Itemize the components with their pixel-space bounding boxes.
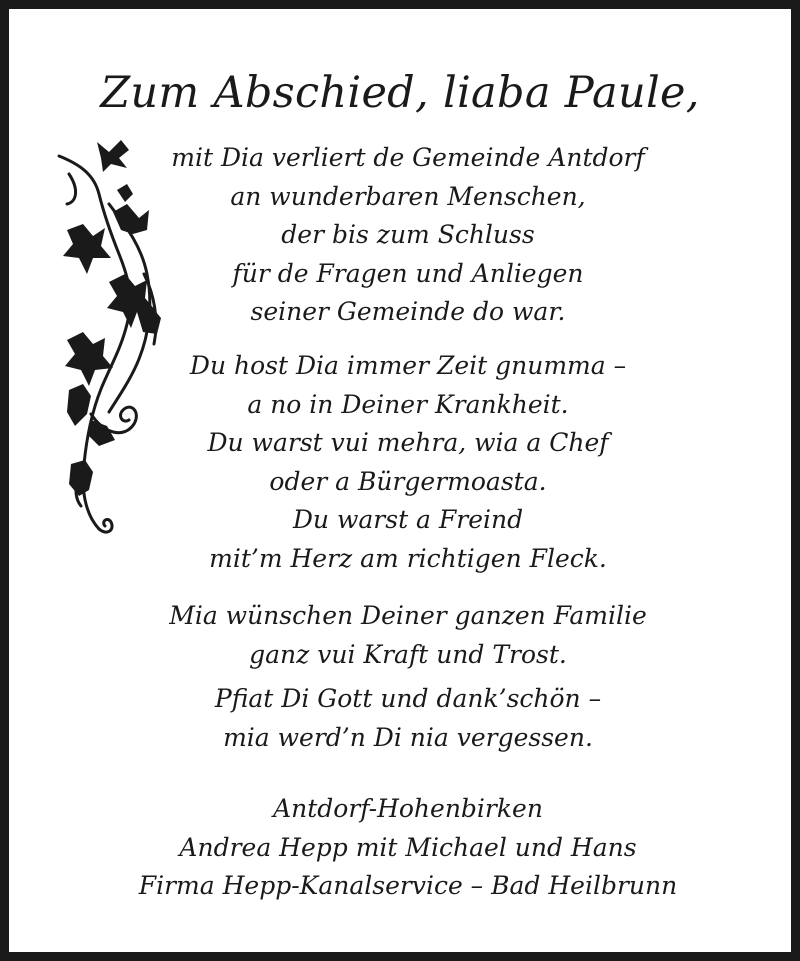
stanza-line: mit’m Herz am richtigen Fleck. (209, 543, 607, 573)
stanza-line: für de Fragen und Anliegen (232, 258, 584, 288)
stanza-line: Du warst a Freind (292, 505, 524, 534)
stanza-line: der bis zum Schluss (281, 220, 535, 249)
signature-place: Antdorf-Hohenbirken (273, 794, 543, 823)
stanza-line: a no in Deiner Krankheit. (247, 389, 569, 419)
stanza-line: Mia wünschen Deiner ganzen Familie (169, 601, 647, 630)
signature-company: Firma Hepp-Kanalservice – Bad Heilbrunn (138, 871, 678, 900)
stanza-line: Du host Dia immer Zeit gnumma – (189, 351, 627, 380)
signature-names: Andrea Hepp mit Michael und Hans (179, 832, 637, 862)
signature (17, 790, 799, 906)
stanza-4 (17, 680, 799, 757)
stanza-line: Du warst vui mehra, wia a Chef (207, 428, 609, 457)
stanza-line: mit Dia verliert de Gemeinde Antdorf (171, 143, 645, 172)
stanza-2 (17, 347, 799, 578)
stanza-1 (17, 139, 799, 332)
stanza-3 (17, 597, 799, 674)
stanza-line: seiner Gemeinde do war. (250, 297, 566, 326)
stanza-line: mia werd’n Di nia vergessen. (223, 722, 593, 752)
stanza-line: oder a Bürgermoasta. (269, 466, 547, 496)
notice-title: Zum Abschied, liaba Paule, (100, 68, 700, 118)
stanza-line: Pfiat Di Gott und dank’schön – (214, 684, 602, 713)
stanza-line: ganz vui Kraft und Trost. (249, 639, 567, 669)
stanza-line: an wunderbaren Menschen, (230, 181, 586, 211)
